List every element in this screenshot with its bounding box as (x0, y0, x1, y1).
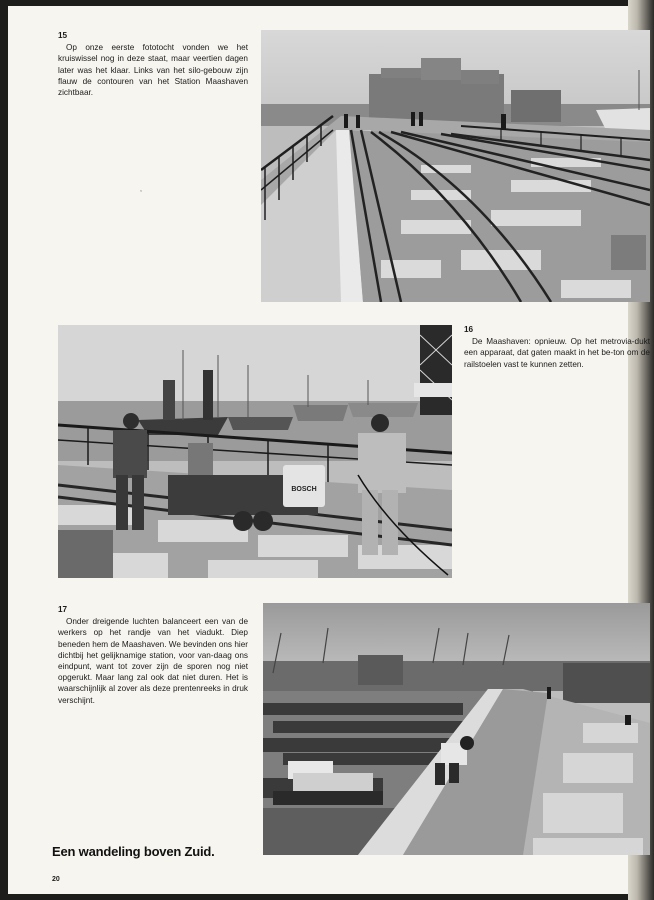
caption-text: De Maashaven: opnieuw. Op het metrovia-dukt een apparaat, dat gaten maakt in het be-ton om de railstoelen vast te kunnen zetten. (464, 337, 650, 369)
caption-16 (464, 324, 650, 370)
caption-number: 15 (58, 31, 68, 40)
caption-number: 16 (464, 325, 474, 334)
caption-17 (58, 604, 248, 706)
caption-number: 17 (58, 605, 68, 614)
print-speck (140, 186, 143, 189)
caption-text: Onder dreigende luchten balanceert een van de werkers op het randje van het viadukt. Diep beneden hem de Maashaven. We bevinden ons hier dichtbij het gelijknamige station, voor van-daag ons eindpunt, want tot zover zijn de sporen nog niet opgerukt. Maar lang zal ook dat niet duren. Het is waarschijnlijk al zover als deze prentenreeks in druk verschijnt. (58, 617, 248, 705)
page-number: 20 (52, 876, 60, 883)
caption-15 (58, 30, 248, 98)
photo-16-drilling-machine (58, 325, 452, 578)
machine-brand-label: BOSCH (291, 486, 317, 493)
photo-15-railway-junction (261, 30, 650, 302)
section-title: Een wandeling boven Zuid. (52, 844, 215, 859)
caption-text: Op onze eerste fototocht vonden we het kruiswissel nog in deze staat, maar veertien dagen later was het klaar. Links van het silo-gebouw zijn flauw de contouren van het Station Maashaven zichtbaar. (58, 43, 248, 98)
photo-17-viaduct-edge (263, 603, 650, 855)
